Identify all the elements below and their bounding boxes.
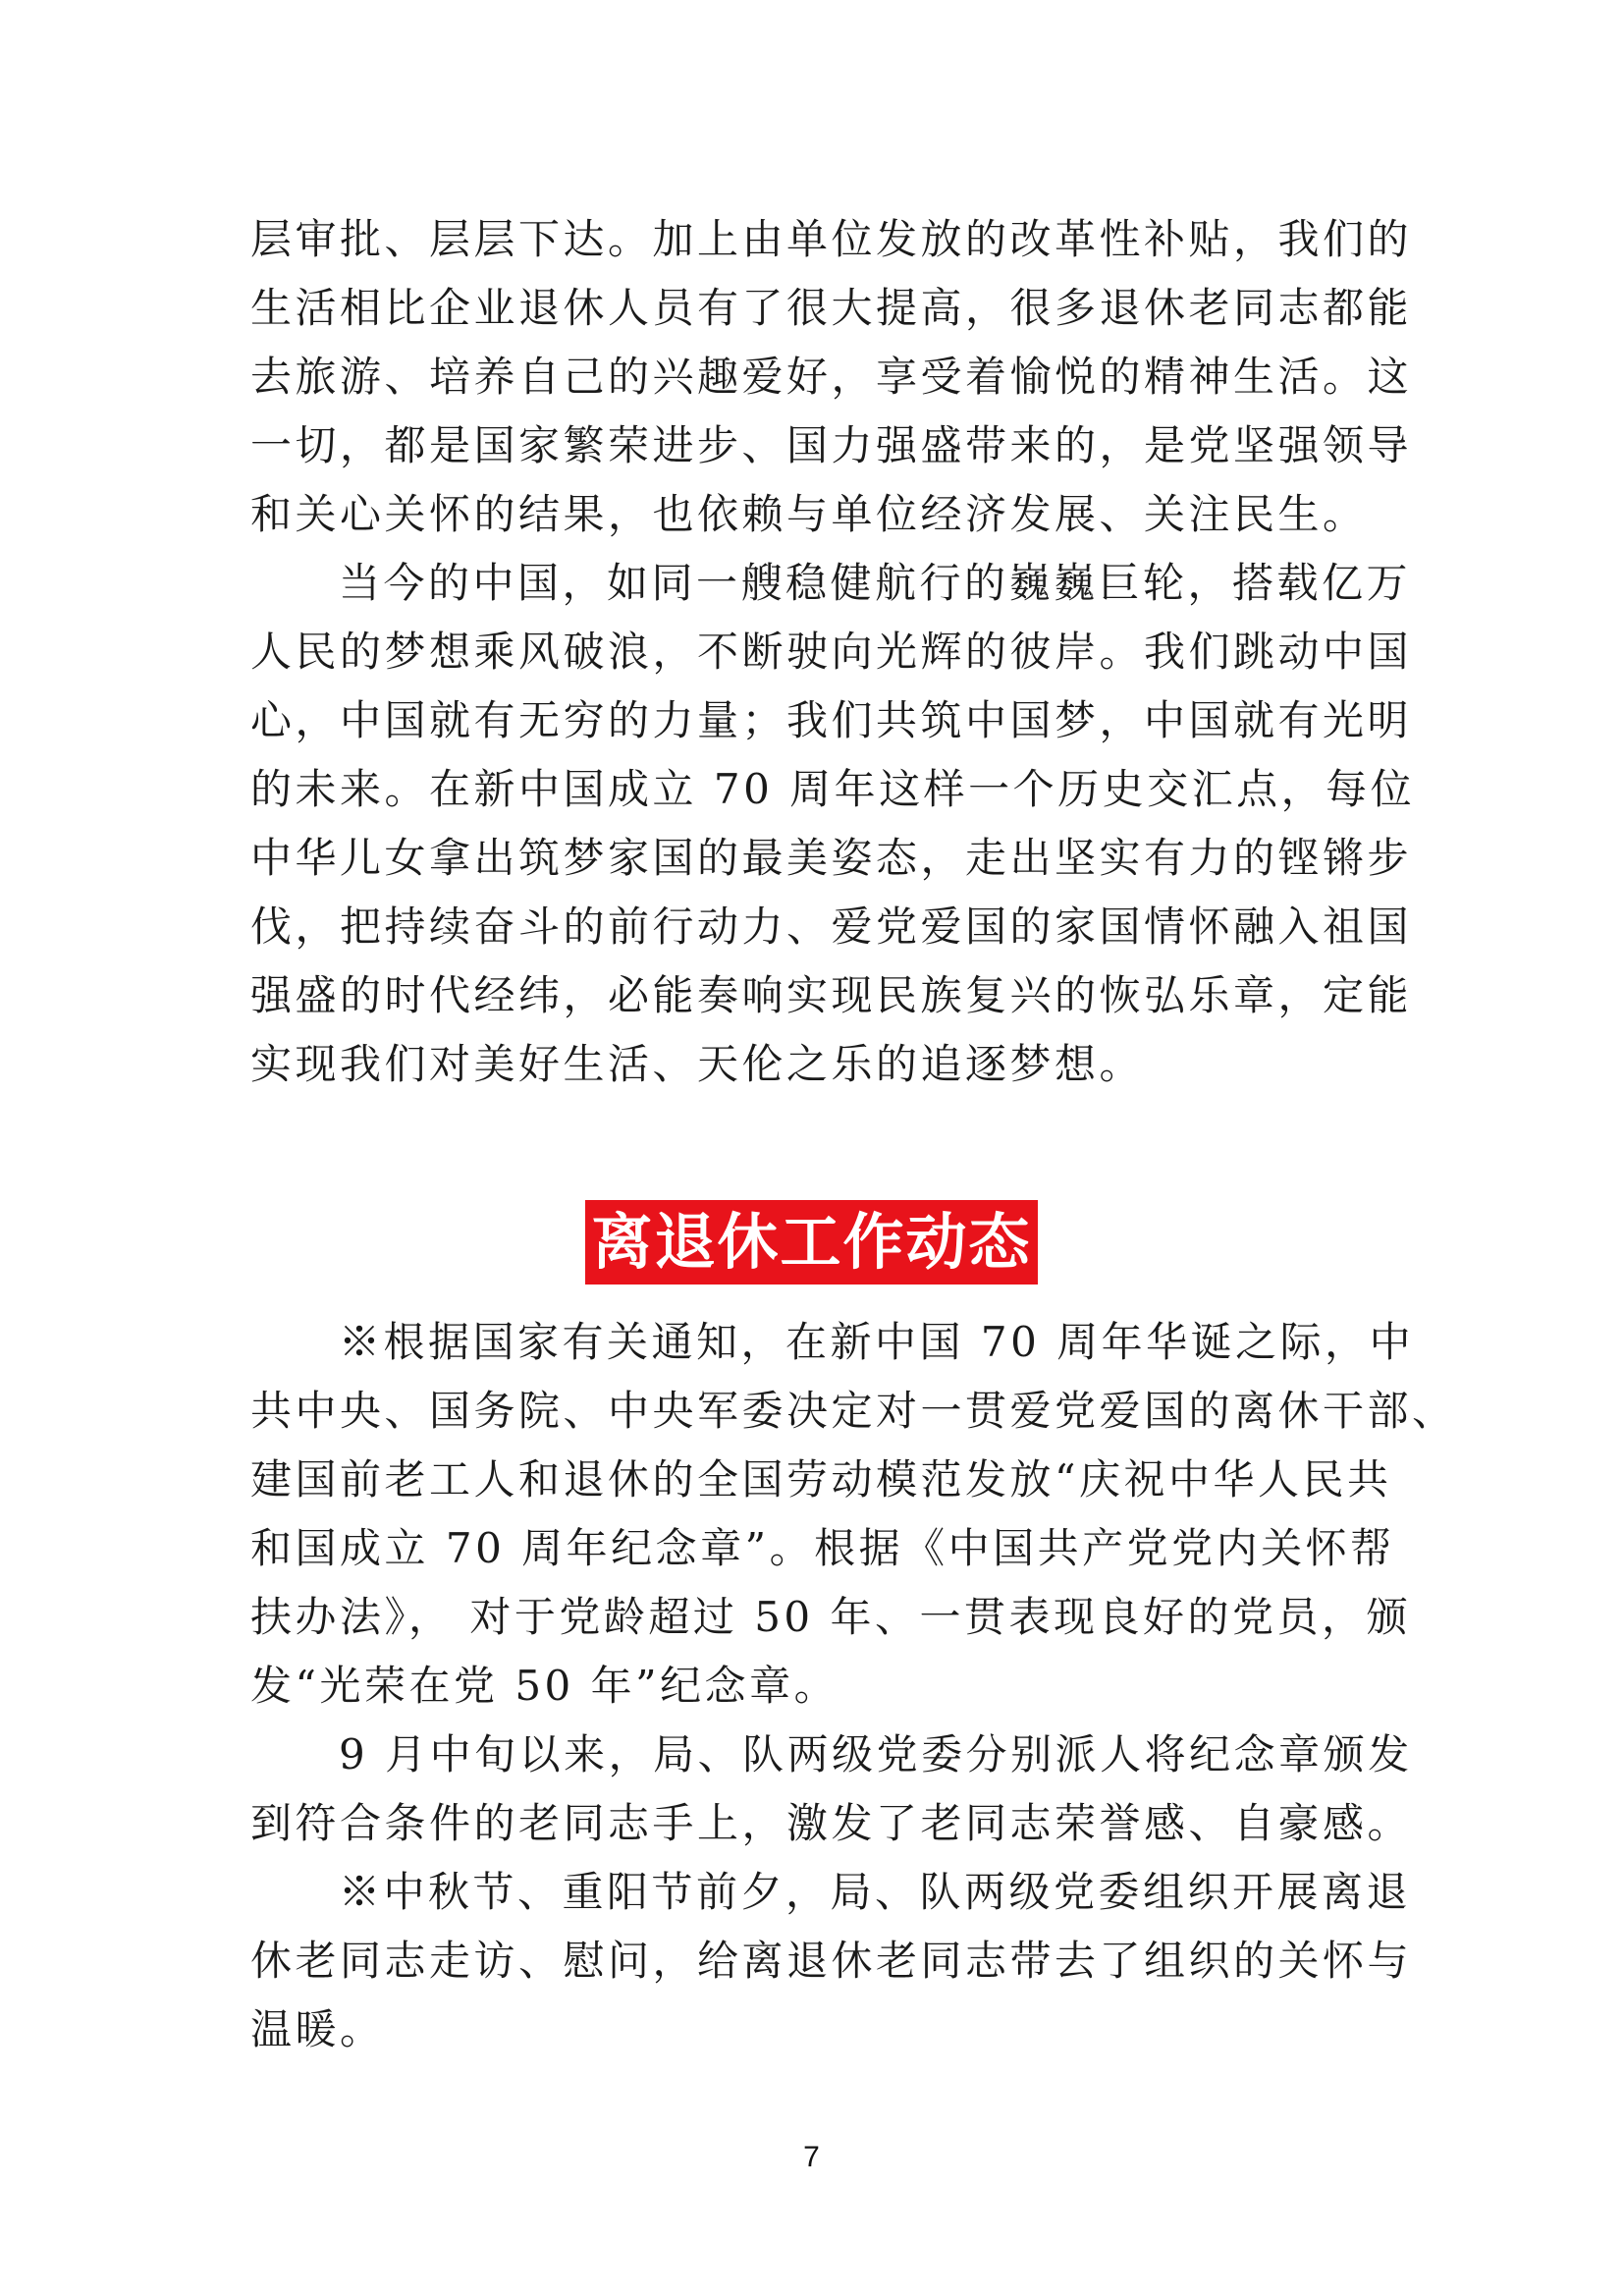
- text-line: 和关心关怀的结果，也依赖与单位经济发展、关注民生。: [250, 490, 1368, 538]
- text-line: 一切，都是国家繁荣进步、国力强盛带来的，是党坚强领导: [250, 421, 1413, 469]
- text-line: 层审批、层层下达。加上由单位发放的改革性补贴，我们的: [250, 215, 1413, 263]
- text-line: 去旅游、培养自己的兴趣爱好，享受着愉悦的精神生活。这: [250, 353, 1413, 401]
- text-line: 当今的中国，如同一艘稳健航行的巍巍巨轮，搭载亿万: [339, 559, 1412, 607]
- text-line: 实现我们对美好生活、天伦之乐的追逐梦想。: [250, 1040, 1145, 1088]
- paragraph-4: [250, 1721, 1413, 1858]
- text-line: 温暖。: [250, 2005, 385, 2053]
- text-line: 伐，把持续奋斗的前行动力、爱党爱国的家国情怀融入祖国: [250, 902, 1413, 951]
- text-line: ※中秋节、重阳节前夕，局、队两级党委组织开展离退: [339, 1868, 1412, 1916]
- text-line: 的未来。在新中国成立 70 周年这样一个历史交汇点，每位: [250, 765, 1416, 813]
- text-line: ※根据国家有关通知，在新中国 70 周年华诞之际，中: [339, 1318, 1415, 1366]
- text-line: 人民的梦想乘风破浪，不断驶向光辉的彼岸。我们跳动中国: [250, 628, 1413, 676]
- text-line: 休老同志走访、慰问，给离退休老同志带去了组织的关怀与: [250, 1937, 1413, 1985]
- text-line: 共中央、国务院、中央军委决定对一贯爱党爱国的离休干部、: [250, 1387, 1457, 1435]
- text-line: 9 月中旬以来，局、队两级党委分别派人将纪念章颁发: [339, 1730, 1413, 1778]
- text-line: 到符合条件的老同志手上，激发了老同志荣誉感、自豪感。: [250, 1799, 1413, 1847]
- paragraph-2: [250, 549, 1416, 1099]
- text-line: 心，中国就有无穷的力量；我们共筑中国梦，中国就有光明: [250, 696, 1413, 744]
- text-line: 中华儿女拿出筑梦家国的最美姿态，走出坚实有力的铿锵步: [250, 834, 1413, 882]
- paragraph-5: [250, 1858, 1413, 2064]
- paragraph-1: [250, 205, 1413, 549]
- text-line: 扶办法》， 对于党龄超过 50 年、一贯表现良好的党员，颁: [250, 1593, 1411, 1641]
- text-line: 强盛的时代经纬，必能奏响实现民族复兴的恢弘乐章，定能: [250, 971, 1413, 1019]
- section-heading: 离退休工作动态: [585, 1200, 1037, 1285]
- text-line: 和国成立 70 周年纪念章”。根据《中国共产党党内关怀帮: [250, 1524, 1395, 1572]
- paragraph-3: [250, 1308, 1457, 1721]
- text-line: 发“光荣在党 50 年”纪念章。: [250, 1662, 839, 1710]
- text-line: 生活相比企业退休人员有了很大提高，很多退休老同志都能: [250, 284, 1413, 332]
- page-number: 7: [803, 2141, 820, 2173]
- section-heading-container: [0, 1200, 1623, 1285]
- text-line: 建国前老工人和退休的全国劳动模范发放“庆祝中华人民共: [250, 1455, 1392, 1503]
